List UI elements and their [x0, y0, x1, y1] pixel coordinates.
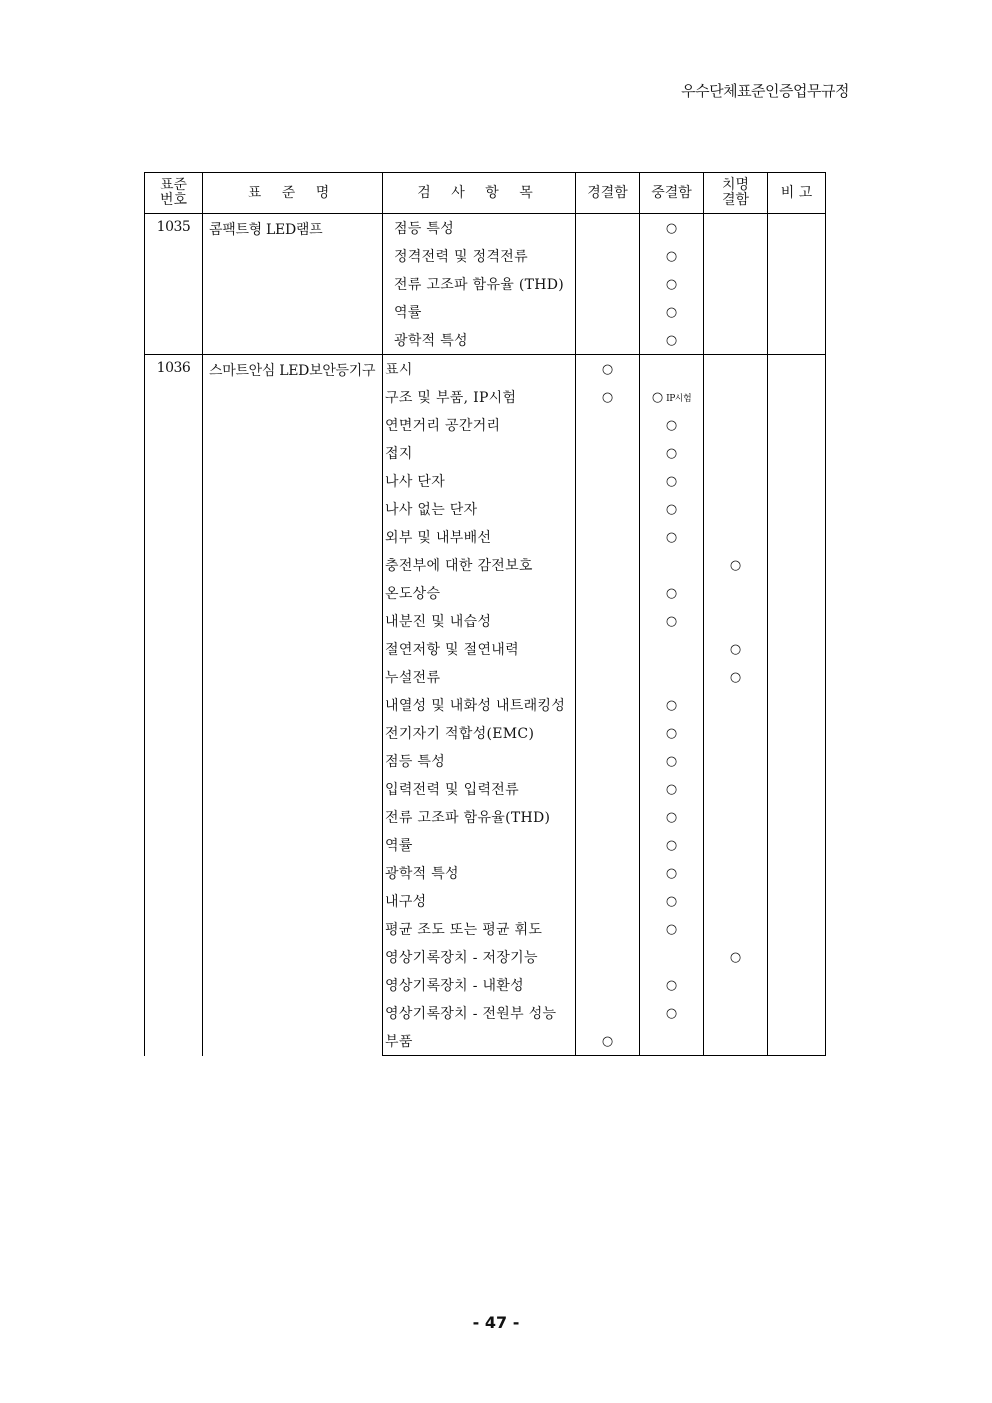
fatal-defect-mark	[704, 915, 768, 943]
circle-mark: ○	[729, 669, 742, 685]
medium-defect-mark	[640, 887, 704, 915]
medium-defect-mark	[640, 915, 704, 943]
light-defect-mark	[576, 467, 640, 495]
medium-defect-mark	[640, 747, 704, 775]
standard-name-cell: 스마트안심 LED보안등기구	[203, 355, 383, 1056]
fatal-defect-mark	[704, 467, 768, 495]
light-defect-mark	[576, 326, 640, 355]
fatal-defect-mark	[704, 887, 768, 915]
fatal-defect-mark	[704, 831, 768, 859]
fatal-defect-mark	[704, 663, 768, 691]
circle-mark: ○	[665, 220, 678, 236]
medium-defect-mark	[640, 663, 704, 691]
note-cell	[768, 915, 826, 943]
circle-mark: ○	[665, 332, 678, 348]
inspection-table	[144, 172, 826, 1056]
medium-defect-mark	[640, 495, 704, 523]
note-cell	[768, 691, 826, 719]
inspection-item-cell: 전류 고조파 함유율(THD)	[383, 803, 576, 831]
note-cell	[768, 439, 826, 467]
medium-defect-mark	[640, 214, 704, 243]
circle-mark: ○	[665, 248, 678, 264]
table-body	[145, 214, 826, 1056]
inspection-item-cell: 내구성	[383, 887, 576, 915]
medium-defect-mark	[640, 635, 704, 663]
inspection-item-cell: 온도상승	[383, 579, 576, 607]
fatal-defect-mark	[704, 523, 768, 551]
header-fatal-defect: 치명 결함	[704, 173, 768, 214]
medium-defect-mark	[640, 859, 704, 887]
fatal-defect-mark	[704, 355, 768, 384]
table-row	[145, 355, 826, 384]
light-defect-mark	[576, 775, 640, 803]
circle-mark: ○	[651, 389, 664, 405]
fatal-defect-mark	[704, 298, 768, 326]
note-cell	[768, 214, 826, 243]
light-defect-mark	[576, 355, 640, 384]
note-cell	[768, 719, 826, 747]
medium-defect-mark	[640, 719, 704, 747]
inspection-item-cell: 접지	[383, 439, 576, 467]
inspection-item-cell: 평균 조도 또는 평균 휘도	[383, 915, 576, 943]
note-cell	[768, 383, 826, 411]
fatal-defect-mark	[704, 775, 768, 803]
fatal-defect-mark	[704, 999, 768, 1027]
header-note: 비 고	[768, 173, 826, 214]
circle-mark: ○	[665, 445, 678, 461]
light-defect-mark	[576, 411, 640, 439]
note-cell	[768, 270, 826, 298]
light-defect-mark	[576, 859, 640, 887]
inspection-item-cell: 누설전류	[383, 663, 576, 691]
circle-mark: ○	[665, 837, 678, 853]
light-defect-mark	[576, 1027, 640, 1056]
medium-defect-mark	[640, 523, 704, 551]
note-cell	[768, 467, 826, 495]
light-defect-mark	[576, 887, 640, 915]
note-cell	[768, 242, 826, 270]
table-row	[145, 214, 826, 243]
medium-defect-mark	[640, 298, 704, 326]
note-cell	[768, 326, 826, 355]
light-defect-mark	[576, 943, 640, 971]
circle-mark: ○	[665, 1005, 678, 1021]
fatal-defect-mark	[704, 439, 768, 467]
light-defect-mark	[576, 495, 640, 523]
circle-mark: ○	[665, 417, 678, 433]
inspection-item-cell: 전류 고조파 함유율 (THD)	[383, 270, 576, 298]
fatal-defect-mark	[704, 635, 768, 663]
medium-defect-mark	[640, 242, 704, 270]
inspection-item-cell: 연면거리 공간거리	[383, 411, 576, 439]
fatal-defect-mark	[704, 270, 768, 298]
circle-mark: ○	[601, 361, 614, 377]
fatal-defect-mark	[704, 803, 768, 831]
note-cell	[768, 355, 826, 384]
note-cell	[768, 298, 826, 326]
page-number: - 47 -	[472, 1313, 520, 1332]
circle-mark: ○	[729, 557, 742, 573]
inspection-item-cell: 점등 특성	[383, 214, 576, 243]
note-cell	[768, 1027, 826, 1056]
medium-defect-mark	[640, 803, 704, 831]
note-cell	[768, 831, 826, 859]
inspection-item-cell: 부품	[383, 1027, 576, 1056]
inspection-item-cell: 입력전력 및 입력전류	[383, 775, 576, 803]
light-defect-mark	[576, 915, 640, 943]
circle-mark: ○	[665, 276, 678, 292]
note-cell	[768, 523, 826, 551]
note-cell	[768, 495, 826, 523]
inspection-item-cell: 정격전력 및 정격전류	[383, 242, 576, 270]
inspection-item-cell: 내열성 및 내화성 내트래킹성	[383, 691, 576, 719]
inspection-item-cell: 구조 및 부품, IP시험	[383, 383, 576, 411]
circle-mark: ○	[665, 697, 678, 713]
fatal-defect-mark	[704, 242, 768, 270]
medium-defect-mark	[640, 831, 704, 859]
inspection-item-cell: 외부 및 내부배선	[383, 523, 576, 551]
fatal-defect-mark	[704, 971, 768, 999]
inspection-item-cell: 나사 없는 단자	[383, 495, 576, 523]
circle-mark: ○	[665, 977, 678, 993]
header-standard-number: 표준 번호	[145, 173, 203, 214]
header-inspection-item: 검 사 항 목	[383, 173, 576, 214]
inspection-item-cell: 영상기록장치 - 저장기능	[383, 943, 576, 971]
circle-mark: ○	[665, 304, 678, 320]
circle-mark: ○	[665, 501, 678, 517]
inspection-item-cell: 광학적 특성	[383, 326, 576, 355]
table-header-row	[145, 173, 826, 214]
medium-defect-mark	[640, 691, 704, 719]
medium-defect-mark	[640, 355, 704, 384]
circle-mark: ○	[729, 949, 742, 965]
light-defect-mark	[576, 971, 640, 999]
fatal-defect-mark	[704, 551, 768, 579]
fatal-defect-mark	[704, 719, 768, 747]
circle-mark: ○	[665, 753, 678, 769]
header-medium-defect: 중결함	[640, 173, 704, 214]
medium-defect-mark	[640, 943, 704, 971]
fatal-defect-mark	[704, 411, 768, 439]
header-light-defect: 경결함	[576, 173, 640, 214]
note-cell	[768, 943, 826, 971]
fatal-defect-mark	[704, 214, 768, 243]
light-defect-mark	[576, 579, 640, 607]
medium-defect-mark	[640, 326, 704, 355]
note-cell	[768, 971, 826, 999]
light-defect-mark	[576, 607, 640, 635]
light-defect-mark	[576, 747, 640, 775]
circle-mark: ○	[601, 1033, 614, 1049]
standard-number-cell: 1036	[145, 355, 203, 1056]
medium-defect-mark	[640, 411, 704, 439]
medium-defect-mark	[640, 467, 704, 495]
medium-defect-mark	[640, 1027, 704, 1056]
document-header-title: 우수단체표준인증업무규정	[681, 82, 849, 100]
medium-defect-mark	[640, 775, 704, 803]
circle-mark: ○	[601, 389, 614, 405]
medium-defect-mark	[640, 439, 704, 467]
note-cell	[768, 607, 826, 635]
standard-name-cell: 콤팩트형 LED램프	[203, 214, 383, 355]
note-cell	[768, 635, 826, 663]
mark-note: IP시험	[666, 393, 692, 404]
circle-mark: ○	[665, 781, 678, 797]
medium-defect-mark	[640, 971, 704, 999]
circle-mark: ○	[665, 921, 678, 937]
note-cell	[768, 551, 826, 579]
fatal-defect-mark	[704, 326, 768, 355]
fatal-defect-mark	[704, 383, 768, 411]
light-defect-mark	[576, 551, 640, 579]
fatal-defect-mark	[704, 691, 768, 719]
light-defect-mark	[576, 999, 640, 1027]
inspection-item-cell: 전기자기 적합성(EMC)	[383, 719, 576, 747]
medium-defect-mark	[640, 551, 704, 579]
note-cell	[768, 859, 826, 887]
note-cell	[768, 411, 826, 439]
fatal-defect-mark	[704, 943, 768, 971]
note-cell	[768, 747, 826, 775]
note-cell	[768, 887, 826, 915]
light-defect-mark	[576, 523, 640, 551]
light-defect-mark	[576, 803, 640, 831]
medium-defect-mark	[640, 383, 704, 411]
note-cell	[768, 579, 826, 607]
standard-number-cell: 1035	[145, 214, 203, 355]
note-cell	[768, 775, 826, 803]
light-defect-mark	[576, 719, 640, 747]
medium-defect-mark	[640, 607, 704, 635]
inspection-item-cell: 점등 특성	[383, 747, 576, 775]
inspection-item-cell: 영상기록장치 - 내환성	[383, 971, 576, 999]
fatal-defect-mark	[704, 1027, 768, 1056]
note-cell	[768, 999, 826, 1027]
circle-mark: ○	[729, 641, 742, 657]
inspection-item-cell: 표시	[383, 355, 576, 384]
light-defect-mark	[576, 242, 640, 270]
note-cell	[768, 803, 826, 831]
circle-mark: ○	[665, 613, 678, 629]
fatal-defect-mark	[704, 579, 768, 607]
fatal-defect-mark	[704, 747, 768, 775]
inspection-item-cell: 역률	[383, 298, 576, 326]
circle-mark: ○	[665, 893, 678, 909]
circle-mark: ○	[665, 585, 678, 601]
fatal-defect-mark	[704, 607, 768, 635]
circle-mark: ○	[665, 809, 678, 825]
inspection-item-cell: 나사 단자	[383, 467, 576, 495]
light-defect-mark	[576, 635, 640, 663]
light-defect-mark	[576, 383, 640, 411]
medium-defect-mark	[640, 579, 704, 607]
inspection-item-cell: 충전부에 대한 감전보호	[383, 551, 576, 579]
light-defect-mark	[576, 214, 640, 243]
light-defect-mark	[576, 439, 640, 467]
inspection-item-cell: 내분진 및 내습성	[383, 607, 576, 635]
inspection-item-cell: 광학적 특성	[383, 859, 576, 887]
circle-mark: ○	[665, 865, 678, 881]
inspection-item-cell: 절연저항 및 절연내력	[383, 635, 576, 663]
light-defect-mark	[576, 298, 640, 326]
circle-mark: ○	[665, 529, 678, 545]
note-cell	[768, 663, 826, 691]
medium-defect-mark	[640, 270, 704, 298]
light-defect-mark	[576, 691, 640, 719]
light-defect-mark	[576, 831, 640, 859]
light-defect-mark	[576, 663, 640, 691]
inspection-item-cell: 영상기록장치 - 전원부 성능	[383, 999, 576, 1027]
header-standard-name: 표 준 명	[203, 173, 383, 214]
fatal-defect-mark	[704, 859, 768, 887]
light-defect-mark	[576, 270, 640, 298]
fatal-defect-mark	[704, 495, 768, 523]
inspection-item-cell: 역률	[383, 831, 576, 859]
medium-defect-mark	[640, 999, 704, 1027]
circle-mark: ○	[665, 473, 678, 489]
circle-mark: ○	[665, 725, 678, 741]
